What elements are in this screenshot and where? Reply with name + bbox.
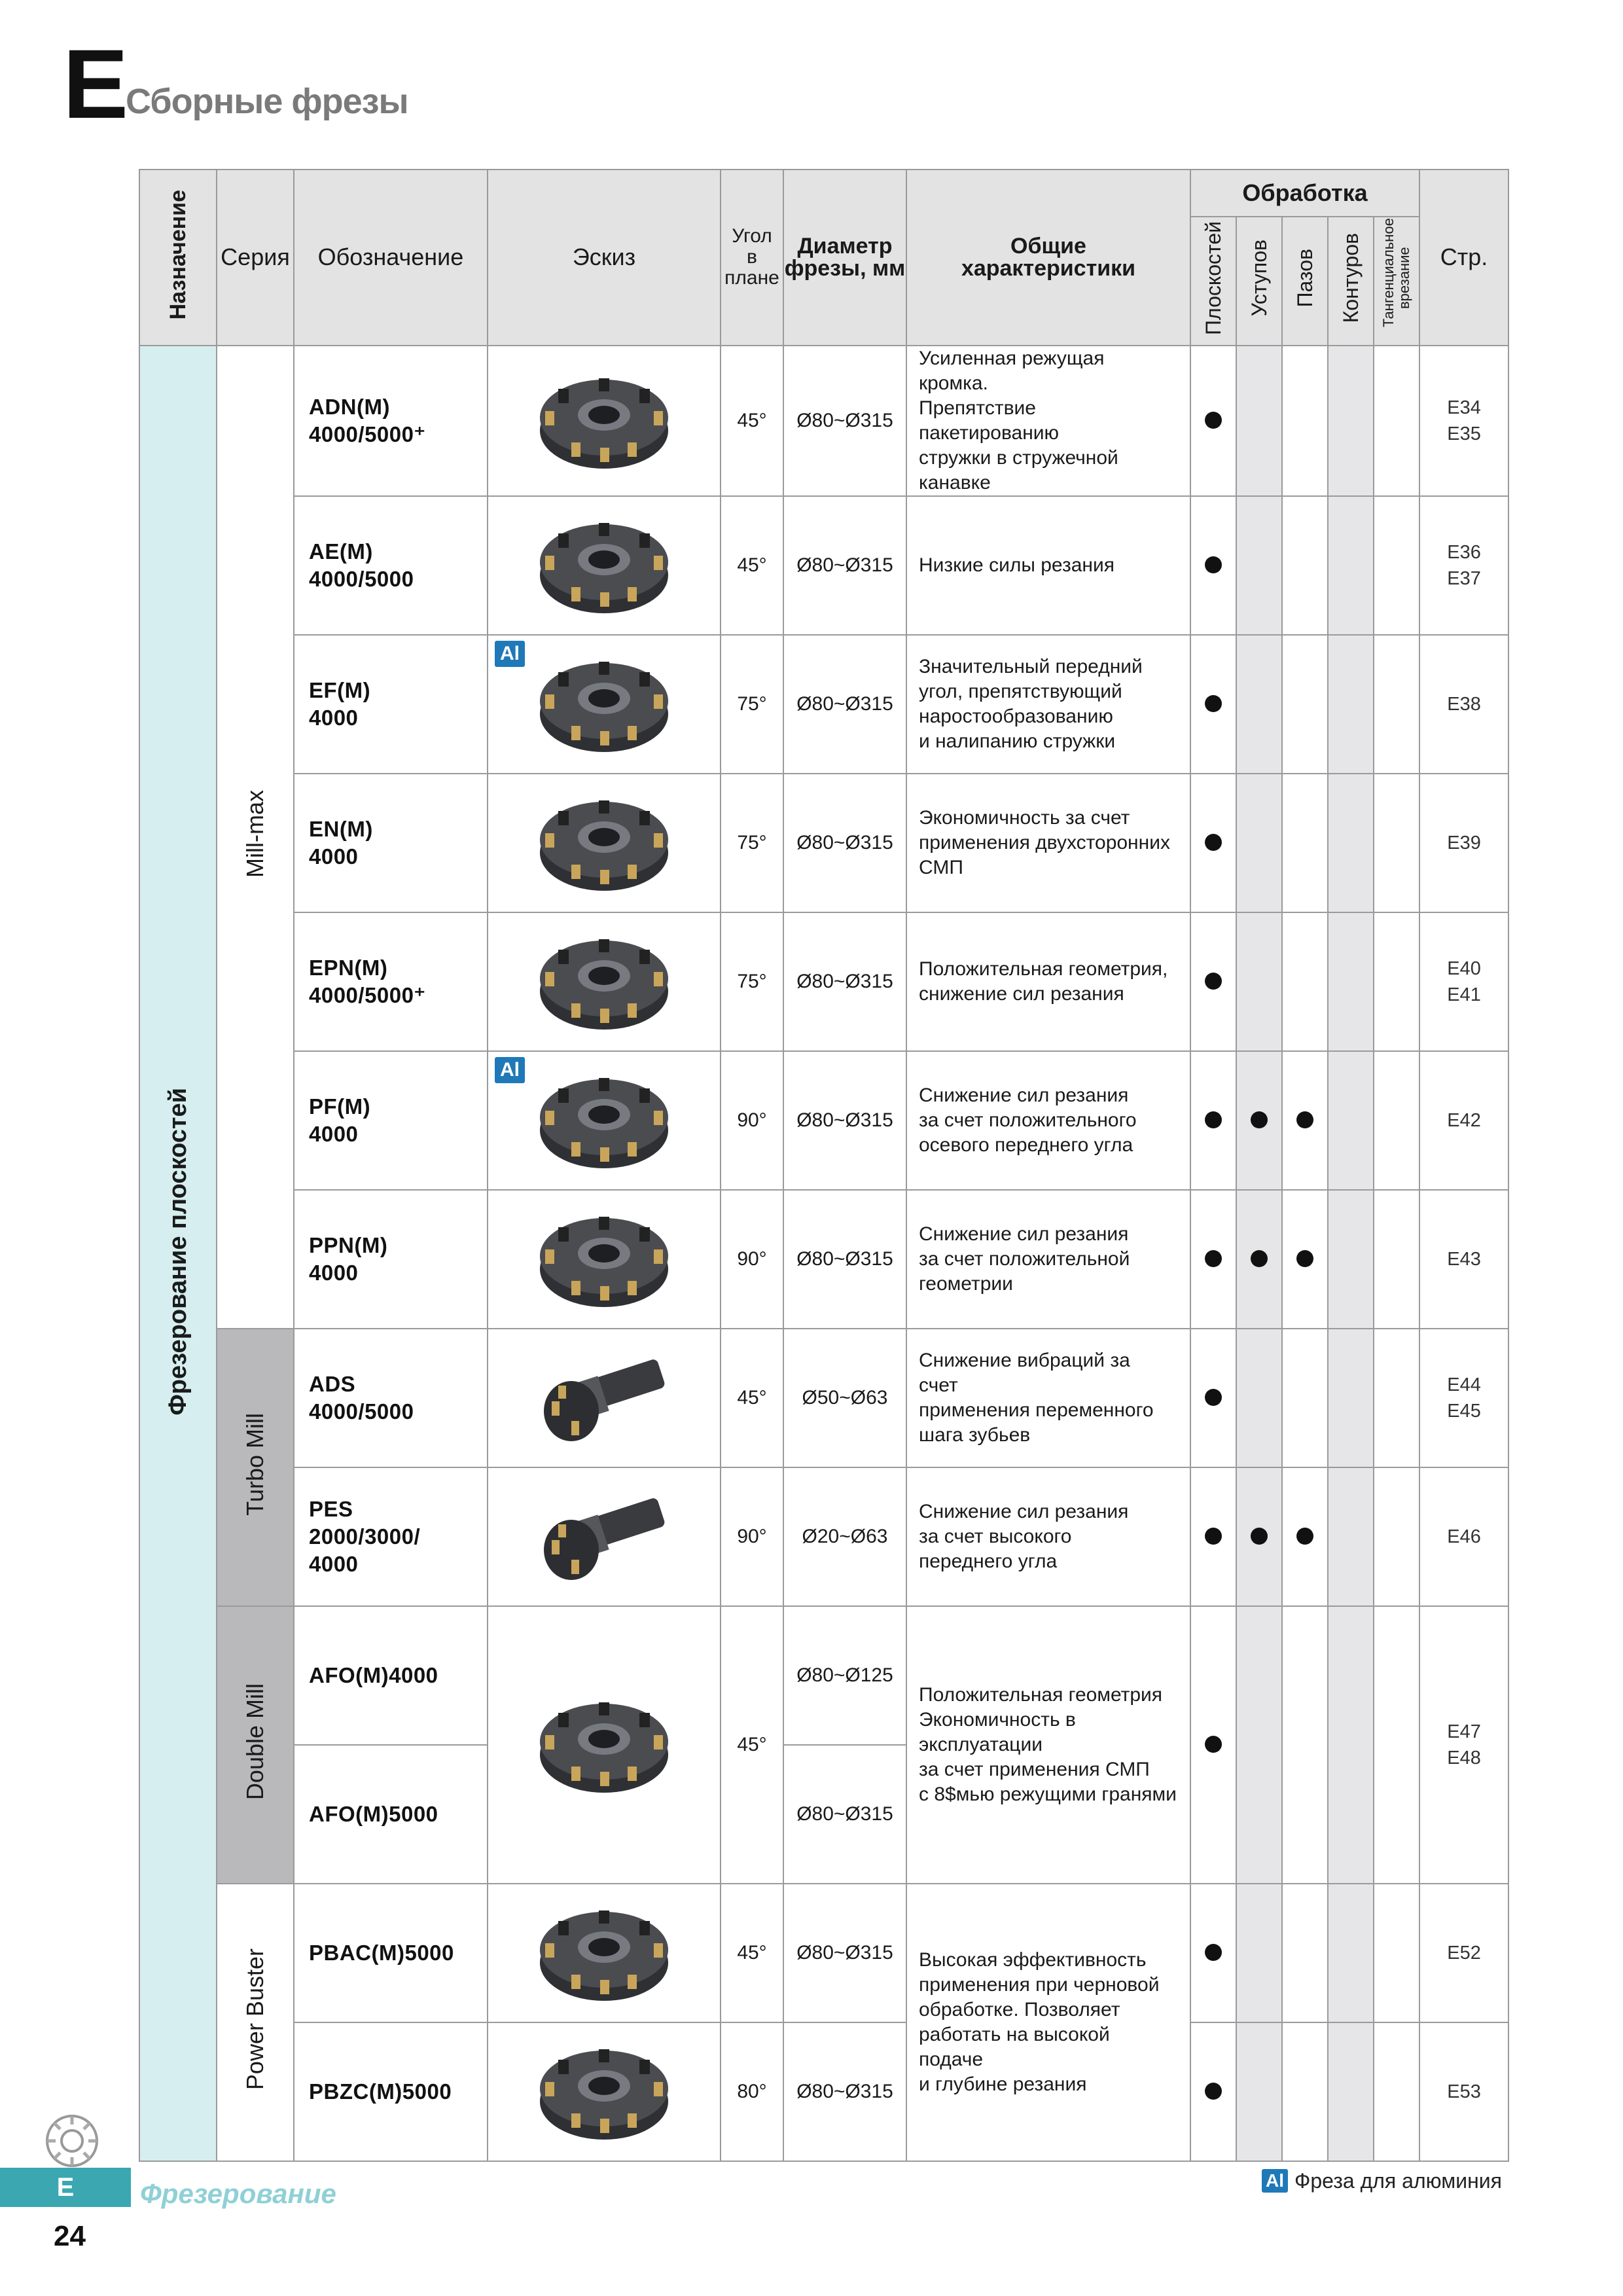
series-double-mill: Double Mill — [217, 1606, 294, 1884]
angle-cell: 45° — [721, 496, 783, 635]
proc-cell — [1190, 1884, 1236, 2022]
diameter-cell: Ø80~Ø315 — [783, 774, 906, 912]
sketch-cell — [488, 1051, 721, 1190]
diameter-cell: Ø80~Ø315 — [783, 2022, 906, 2161]
table-row — [139, 912, 1508, 1051]
designation-cell: PES 2000/3000/ 4000 — [294, 1467, 488, 1606]
yes-dot-icon — [1205, 1389, 1222, 1406]
proc-cell — [1328, 1606, 1374, 1884]
sketch-cell — [488, 635, 721, 774]
yes-dot-icon — [1205, 2083, 1222, 2100]
designation-cell: ADS 4000/5000 — [294, 1329, 488, 1467]
diameter-cell: Ø80~Ø315 — [783, 1745, 906, 1884]
proc-cell — [1374, 912, 1419, 1051]
angle-cell: 45° — [721, 346, 783, 496]
proc-cell — [1328, 912, 1374, 1051]
proc-cell — [1236, 635, 1282, 774]
yes-dot-icon — [1205, 695, 1222, 712]
angle-cell: 45° — [721, 1329, 783, 1467]
face-mill-icon — [532, 1204, 676, 1315]
proc-cell — [1236, 912, 1282, 1051]
angle-cell: 75° — [721, 635, 783, 774]
sketch-cell — [488, 1606, 721, 1884]
col-diameter-header: Диаметр фрезы, мм — [783, 170, 906, 346]
yes-dot-icon — [1296, 1111, 1313, 1128]
proc-cell — [1282, 496, 1328, 635]
proc-cell — [1190, 912, 1236, 1051]
milling-cutters-table — [139, 169, 1509, 2162]
yes-dot-icon — [1296, 1250, 1313, 1267]
sketch-cell — [488, 2022, 721, 2161]
aluminium-badge-icon: Al — [495, 1057, 525, 1083]
table-row — [139, 1467, 1508, 1606]
proc-cell — [1374, 1190, 1419, 1329]
page-ref-cell: E42 — [1419, 1051, 1508, 1190]
yes-dot-icon — [1251, 1111, 1268, 1128]
proc-cell — [1374, 1467, 1419, 1606]
proc-cell — [1236, 1051, 1282, 1190]
proc-cell — [1190, 774, 1236, 912]
face-mill-icon — [532, 1689, 676, 1801]
angle-cell: 90° — [721, 1051, 783, 1190]
features-cell: Значительный передний угол, препятствующий наростообразованию и налипанию стружки — [906, 635, 1190, 774]
sketch-cell — [488, 912, 721, 1051]
proc-cell — [1236, 1606, 1282, 1884]
diameter-cell: Ø80~Ø315 — [783, 496, 906, 635]
designation-cell: AE(M) 4000/5000 — [294, 496, 488, 635]
proc-cell — [1282, 1606, 1328, 1884]
proc-cell — [1374, 1329, 1419, 1467]
proc-cell — [1328, 2022, 1374, 2161]
features-cell: Снижение сил резания за счет положительной геометрии — [906, 1190, 1190, 1329]
page-ref-cell: E38 — [1419, 635, 1508, 774]
proc-cell — [1190, 346, 1236, 496]
features-cell: Экономичность за счет применения двухсторонних СМП — [906, 774, 1190, 912]
cutter-logo-icon — [39, 2111, 105, 2170]
diameter-cell: Ø80~Ø315 — [783, 912, 906, 1051]
proc-flat-header: Плоскостей — [1190, 217, 1236, 346]
sketch-cell — [488, 496, 721, 635]
shank-mill-icon — [532, 1481, 676, 1592]
proc-cell — [1236, 346, 1282, 496]
proc-cell — [1236, 1884, 1282, 2022]
proc-cell — [1374, 1606, 1419, 1884]
angle-cell: 90° — [721, 1190, 783, 1329]
aluminium-badge-icon: Al — [1262, 2169, 1288, 2193]
designation-cell: PBAC(M)5000 — [294, 1884, 488, 2022]
proc-cell — [1190, 1467, 1236, 1606]
diameter-cell: Ø80~Ø315 — [783, 346, 906, 496]
proc-cell — [1282, 912, 1328, 1051]
page-ref-cell: E43 — [1419, 1190, 1508, 1329]
proc-cell — [1282, 1467, 1328, 1606]
designation-cell: EPN(M) 4000/5000⁺ — [294, 912, 488, 1051]
proc-cell — [1328, 1051, 1374, 1190]
features-cell: Снижение сил резания за счет высокого переднего угла — [906, 1467, 1190, 1606]
face-mill-icon — [532, 1065, 676, 1176]
proc-cell — [1282, 1190, 1328, 1329]
sketch-cell — [488, 1467, 721, 1606]
proc-cell — [1374, 1884, 1419, 2022]
page-ref-cell: E36 E37 — [1419, 496, 1508, 635]
face-mill-icon — [532, 365, 676, 476]
page-ref-cell: E52 — [1419, 1884, 1508, 2022]
proc-cell — [1374, 635, 1419, 774]
features-cell: Положительная геометрия, снижение сил резания — [906, 912, 1190, 1051]
section-letter: E — [63, 29, 129, 139]
series-mill-max: Mill-max — [217, 346, 294, 1329]
yes-dot-icon — [1296, 1528, 1313, 1545]
proc-contour-header: Контуров — [1328, 217, 1374, 346]
diameter-cell: Ø50~Ø63 — [783, 1329, 906, 1467]
angle-cell: 90° — [721, 1467, 783, 1606]
face-mill-icon — [532, 649, 676, 760]
page-number: 24 — [54, 2220, 86, 2252]
sketch-cell — [488, 1884, 721, 2022]
proc-cell — [1190, 635, 1236, 774]
features-cell: Положительная геометрия Экономичность в эксплуатации за счет применения СМП с 8$мью режущими гранями — [906, 1606, 1190, 1884]
designation-cell: PBZC(M)5000 — [294, 2022, 488, 2161]
col-processing-header: Обработка — [1190, 170, 1419, 217]
table-row — [139, 2022, 1508, 2161]
proc-cell — [1190, 2022, 1236, 2161]
proc-cell — [1236, 774, 1282, 912]
legend — [1262, 2166, 1502, 2195]
yes-dot-icon — [1251, 1528, 1268, 1545]
designation-cell: ADN(M) 4000/5000⁺ — [294, 346, 488, 496]
proc-cell — [1236, 1329, 1282, 1467]
yes-dot-icon — [1205, 556, 1222, 573]
diameter-cell: Ø80~Ø315 — [783, 1051, 906, 1190]
proc-cell — [1190, 1329, 1236, 1467]
proc-cell — [1328, 635, 1374, 774]
features-cell: Низкие силы резания — [906, 496, 1190, 635]
yes-dot-icon — [1205, 1528, 1222, 1545]
designation-cell: AFO(M)5000 — [294, 1745, 488, 1884]
proc-cell — [1328, 1190, 1374, 1329]
proc-cell — [1328, 496, 1374, 635]
proc-cell — [1190, 1190, 1236, 1329]
face-mill-icon — [532, 926, 676, 1037]
proc-cell — [1374, 1051, 1419, 1190]
col-features-header: Общие характеристики — [906, 170, 1190, 346]
series-turbo-mill: Turbo Mill — [217, 1329, 294, 1606]
yes-dot-icon — [1205, 412, 1222, 429]
proc-cell — [1282, 1329, 1328, 1467]
diameter-cell: Ø80~Ø315 — [783, 1884, 906, 2022]
proc-cell — [1328, 346, 1374, 496]
designation-cell: PF(M) 4000 — [294, 1051, 488, 1190]
angle-cell: 80° — [721, 2022, 783, 2161]
diameter-cell: Ø80~Ø315 — [783, 1190, 906, 1329]
page-ref-cell: E53 — [1419, 2022, 1508, 2161]
yes-dot-icon — [1205, 834, 1222, 851]
proc-cell — [1282, 635, 1328, 774]
features-cell: Усиленная режущая кромка. Препятствие пакетированию стружки в стружечной канавке — [906, 346, 1190, 496]
col-designation-header: Обозначение — [294, 170, 488, 346]
proc-cell — [1282, 774, 1328, 912]
sketch-cell — [488, 774, 721, 912]
designation-cell: EF(M) 4000 — [294, 635, 488, 774]
proc-cell — [1328, 1884, 1374, 2022]
proc-shoulder-header: Уступов — [1236, 217, 1282, 346]
col-purpose-header: Назначение — [139, 170, 217, 346]
yes-dot-icon — [1205, 1111, 1222, 1128]
angle-cell: 75° — [721, 912, 783, 1051]
yes-dot-icon — [1251, 1250, 1268, 1267]
section-name: Фрезерование — [140, 2178, 336, 2209]
series-power-buster: Power Buster — [217, 1884, 294, 2161]
sketch-cell — [488, 1329, 721, 1467]
proc-cell — [1374, 496, 1419, 635]
shank-mill-icon — [532, 1342, 676, 1454]
page-ref-cell: E40 E41 — [1419, 912, 1508, 1051]
proc-cell — [1190, 1606, 1236, 1884]
legend-text: Фреза для алюминия — [1294, 2168, 1502, 2193]
proc-cell — [1328, 1329, 1374, 1467]
page-ref-cell: E44 E45 — [1419, 1329, 1508, 1467]
proc-cell — [1236, 2022, 1282, 2161]
table-row — [139, 346, 1508, 496]
sketch-cell — [488, 1190, 721, 1329]
col-sketch-header: Эскиз — [488, 170, 721, 346]
table-row — [139, 1190, 1508, 1329]
table-row — [139, 1051, 1508, 1190]
aluminium-badge-icon: Al — [495, 641, 525, 667]
proc-cell — [1282, 346, 1328, 496]
designation-cell: AFO(M)4000 — [294, 1606, 488, 1745]
table-row — [139, 1606, 1508, 1745]
col-angle-header: Угол в плане — [721, 170, 783, 346]
face-mill-icon — [532, 510, 676, 621]
proc-cell — [1236, 1467, 1282, 1606]
designation-cell: PPN(M) 4000 — [294, 1190, 488, 1329]
diameter-cell: Ø20~Ø63 — [783, 1467, 906, 1606]
face-mill-icon — [532, 787, 676, 899]
page-ref-cell: E34 E35 — [1419, 346, 1508, 496]
yes-dot-icon — [1205, 1944, 1222, 1961]
designation-cell: EN(M) 4000 — [294, 774, 488, 912]
proc-cell — [1374, 346, 1419, 496]
page-ref-cell: E47 E48 — [1419, 1606, 1508, 1884]
page-ref-cell: E46 — [1419, 1467, 1508, 1606]
face-mill-icon — [532, 2036, 676, 2147]
col-series-header: Серия — [217, 170, 294, 346]
table-row — [139, 774, 1508, 912]
table-row — [139, 496, 1508, 635]
proc-cell — [1190, 496, 1236, 635]
table-row — [139, 635, 1508, 774]
proc-cell — [1328, 1467, 1374, 1606]
proc-slot-header: Пазов — [1282, 217, 1328, 346]
diameter-cell: Ø80~Ø125 — [783, 1606, 906, 1745]
features-cell: Снижение сил резания за счет положительного осевого переднего угла — [906, 1051, 1190, 1190]
proc-cell — [1236, 1190, 1282, 1329]
proc-cell — [1236, 496, 1282, 635]
table-row — [139, 1884, 1508, 2022]
proc-cell — [1374, 2022, 1419, 2161]
proc-cell — [1328, 774, 1374, 912]
col-page-header: Стр. — [1419, 170, 1508, 346]
proc-cell — [1282, 2022, 1328, 2161]
table-row — [139, 1329, 1508, 1467]
face-mill-icon — [532, 1897, 676, 2009]
yes-dot-icon — [1205, 973, 1222, 990]
yes-dot-icon — [1205, 1250, 1222, 1267]
angle-cell: 45° — [721, 1884, 783, 2022]
proc-cell — [1282, 1884, 1328, 2022]
proc-cell — [1282, 1051, 1328, 1190]
proc-cell — [1190, 1051, 1236, 1190]
angle-cell: 45° — [721, 1606, 783, 1884]
features-cell: Снижение вибраций за счет применения переменного шага зубьев — [906, 1329, 1190, 1467]
page-title: Сборные фрезы — [126, 82, 408, 121]
yes-dot-icon — [1205, 1736, 1222, 1753]
proc-tangential-header: Тангенциальное врезание — [1374, 217, 1419, 346]
section-tab: E — [0, 2168, 131, 2207]
page-ref-cell: E39 — [1419, 774, 1508, 912]
sketch-cell — [488, 346, 721, 496]
diameter-cell: Ø80~Ø315 — [783, 635, 906, 774]
purpose-cell: Фрезерование плоскостей — [139, 346, 217, 2161]
angle-cell: 75° — [721, 774, 783, 912]
proc-cell — [1374, 774, 1419, 912]
features-cell: Высокая эффективность применения при черновой обработке. Позволяет работать на высокой подаче и глубине резания — [906, 1884, 1190, 2161]
